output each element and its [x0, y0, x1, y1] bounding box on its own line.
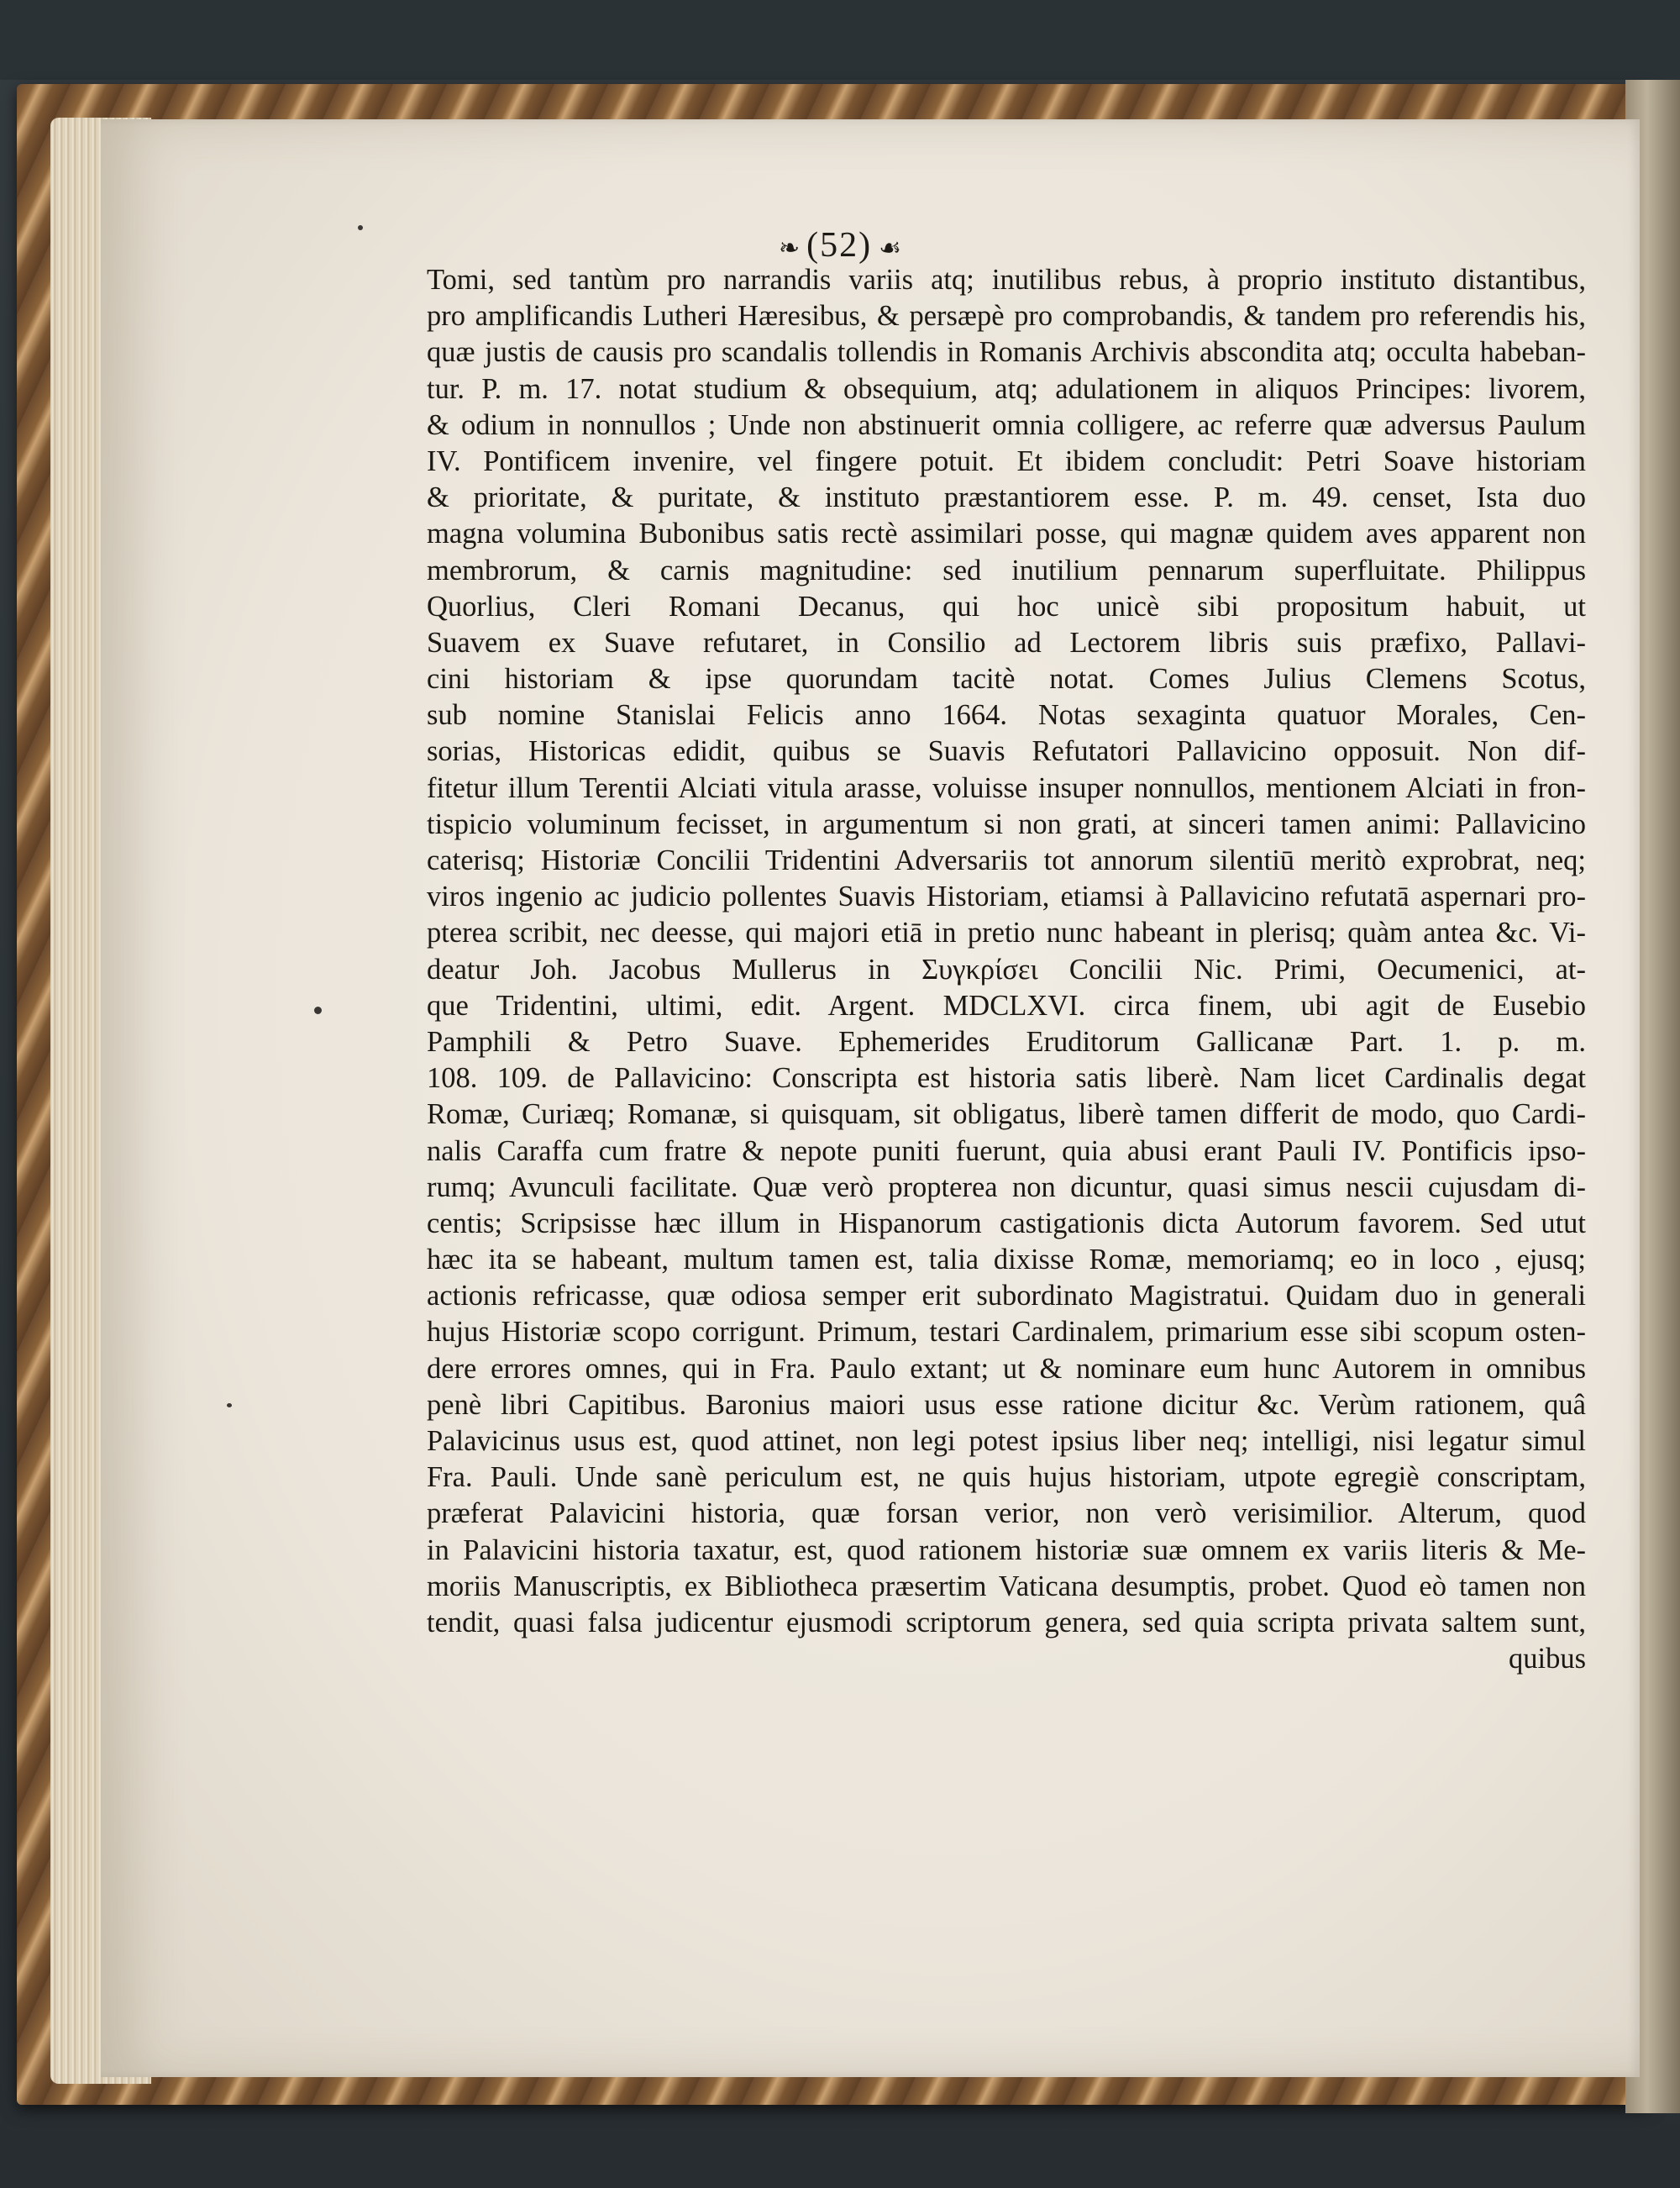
text-line: Pamphili & Petro Suave. Ephemerides Eruditorum Gallicanæ Part. 1. p. m.: [427, 1025, 1586, 1058]
text-line: quæ justis de causis pro scandalis tollendis in Romanis Archivis abscondita atq; occulta habeban-: [427, 336, 1586, 369]
text-line: pterea scribit, nec deesse, qui majori etiā in pretio nunc habeant in plerisq; quàm antea &c. Vi-: [427, 917, 1586, 949]
text-line: Palavicinus usus est, quod attinet, non legi potest ipsius liber neq; intelligi, nisi legatur simul: [427, 1425, 1586, 1457]
ornament-right-icon: ☙: [879, 234, 902, 262]
text-line: tendit, quasi falsa judicentur ejusmodi scriptorum genera, sed quia scripta privata saltem sunt,: [427, 1606, 1586, 1638]
catchword: quibus: [1508, 1643, 1586, 1675]
text-line: tispicio voluminum fecisset, in argumentum si non grati, at sinceri tamen animi: Pallavicino: [427, 807, 1586, 840]
text-line: hujus Historiæ scopo corrigunt. Primum, testari Cardinalem, primarium esse sibi scopum osten-: [427, 1316, 1586, 1349]
text-line: fitetur illum Terentii Alciati vitula arasse, voluisse insuper nonnullos, mentionem Alciati in fron-: [427, 771, 1586, 804]
ink-speck: [358, 225, 363, 230]
text-line: penè libri Capitibus. Baronius maiori usus esse ratione dicitur &c. Verùm rationem, quâ: [427, 1388, 1586, 1421]
text-line: Tomi, sed tantùm pro narrandis variis atq; inutilibus rebus, à proprio instituto distantibus,: [427, 264, 1586, 296]
text-line: cini historiam & ipse quorundam tacitè notat. Comes Julius Clemens Scotus,: [427, 663, 1586, 696]
text-line: membrorum, & carnis magnitudine: sed inutilium pennarum superfluitate. Philippus: [427, 554, 1586, 586]
page-header: [0, 225, 1680, 266]
text-line: centis; Scripsisse hæc illum in Hispanorum castigationis dicta Autorum favorem. Sed utut: [427, 1207, 1586, 1239]
ink-speck: [314, 1007, 322, 1014]
text-line: moriis Manuscriptis, ex Bibliotheca præsertim Vaticana desumptis, probet. Quod eò tamen non: [427, 1570, 1586, 1602]
text-line: Fra. Pauli. Unde sanè periculum est, ne quis hujus historiam, utpote egregiè conscriptam,: [427, 1461, 1586, 1494]
text-line: pro amplificandis Lutheri Hæresibus, & persæpè pro comprobandis, & tandem pro referendis his,: [427, 300, 1586, 333]
text-line: caterisq; Historiæ Concilii Tridentini Adversariis tot annorum silentiū meritò exprobrat, neq;: [427, 844, 1586, 876]
text-line: Romæ, Curiæq; Romanæ, si quisquam, sit obligatus, liberè tamen differit de modo, quo Cardi-: [427, 1098, 1586, 1131]
text-line: magna volumina Bubonibus satis rectè assimilari posse, qui magnæ quidem aves apparent non: [427, 518, 1586, 550]
text-line: IV. Pontificem invenire, vel fingere potuit. Et ibidem concludit: Petri Soave historiam: [427, 444, 1586, 477]
text-line: tur. P. m. 17. notat studium & obsequium, atq; adulationem in aliquos Principes: livorem,: [427, 372, 1586, 405]
text-line: rumq; Avunculi facilitate. Quæ verò propterea non dicuntur, quasi simus nescii cujusdam di-: [427, 1170, 1586, 1203]
text-line: deatur Joh. Jacobus Mullerus in Συγκρίσει Concilii Nic. Primi, Oecumenici, at-: [427, 953, 1586, 986]
text-line: & odium in nonnullos ; Unde non abstinuerit omnia colligere, ac referre quæ adversus Paulum: [427, 408, 1586, 441]
text-line: hæc ita se habeant, multum tamen est, talia dixisse Romæ, memoriamq; eo in loco , ejusq;: [427, 1244, 1586, 1276]
text-line: 108. 109. de Pallavicino: Conscripta est historia satis liberè. Nam licet Cardinalis degat: [427, 1062, 1586, 1095]
text-line: sorias, Historicas edidit, quibus se Suavis Refutatori Pallavicino opposuit. Non dif-: [427, 735, 1586, 768]
text-line: nalis Caraffa cum fratre & nepote puniti fuerunt, quia abusi erant Pauli IV. Pontificis ipso-: [427, 1134, 1586, 1167]
text-line: dere errores omnes, qui in Fra. Paulo extant; ut & nominare eum hunc Autorem in omnibus: [427, 1352, 1586, 1385]
text-line: viros ingenio ac judicio pollentes Suavis Historiam, etiamsi à Pallavicino refutatā aspernari pro-: [427, 881, 1586, 913]
text-line: actionis refricasse, quæ odiosa semper erit subordinato Magistratui. Quidam duo in generali: [427, 1280, 1586, 1312]
scanner-bed-top: [0, 0, 1680, 80]
ornament-left-icon: ❧: [778, 234, 801, 262]
text-line: in Palavicini historia taxatur, est, quod rationem historiæ suæ omnem ex variis literis & Me-: [427, 1533, 1586, 1566]
text-line: Suavem ex Suave refutaret, in Consilio ad Lectorem libris suis præfixo, Pallavi-: [427, 626, 1586, 659]
text-line: & prioritate, & puritate, & instituto præstantiorem esse. P. m. 49. censet, Ista duo: [427, 481, 1586, 514]
body-text: [427, 262, 1586, 1677]
text-line: que Tridentini, ultimi, edit. Argent. MDCLXVI. circa finem, ubi agit de Eusebio: [427, 989, 1586, 1022]
ink-speck: [227, 1403, 232, 1407]
text-line: Quorlius, Cleri Romani Decanus, qui hoc unicè sibi propositum habuit, ut: [427, 590, 1586, 623]
text-line: sub nomine Stanislai Felicis anno 1664. Notas sexaginta quatuor Morales, Cen-: [427, 699, 1586, 732]
text-line: præferat Palavicini historia, quæ forsan verior, non verò verisimilior. Alterum, quod: [427, 1497, 1586, 1530]
page-number: (52): [806, 226, 873, 265]
